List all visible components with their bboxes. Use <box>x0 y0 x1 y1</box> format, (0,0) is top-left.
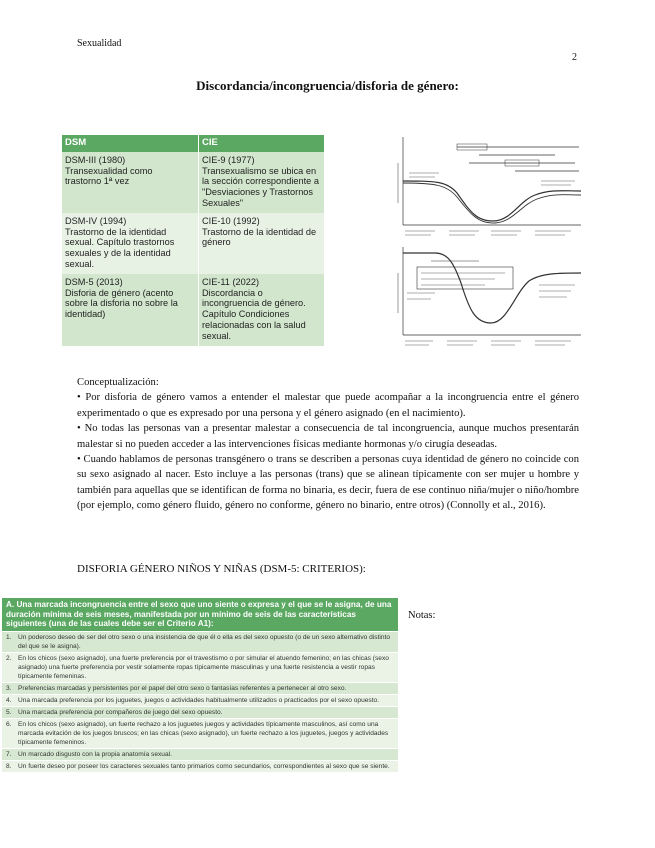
item-number: 5. <box>6 708 12 716</box>
item-number: 6. <box>6 720 12 728</box>
item-text: En los chicos (sexo asignado), una fuerte preferencia por el travestismo o por simular el atuendo femenino; en las chicas (sexo asignado) una fuerte preferencia por vestir solamente ropas típicamente masculinas y una fuerte resistencia a vestir ropas típicamente femeninas. <box>18 654 389 680</box>
page-title: Discordancia/incongruencia/disforia de género: <box>196 78 459 93</box>
criteria-table <box>2 598 398 772</box>
item-number: 3. <box>6 684 12 692</box>
list-item <box>2 706 398 718</box>
bullet-paragraph: • Cuando hablamos de personas transgénero o trans se describen a personas cuya identidad de género no coincide con su sexo asignado al nacer. Esto incluye a las personas (trans) que se alinean típicamente con ser mujer u hombre y también para aquellas que se identifican de forma no binaria, es decir, fuera de ese continuo niña/mujer o niño/hombre (por ejemplo, como género fluido, género no conforme, género no binario, entre otros) (Connolly et al., 2016). <box>77 454 580 512</box>
item-number: 1. <box>6 633 12 641</box>
list-item <box>2 652 398 682</box>
bottom-graph <box>398 247 581 345</box>
list-item <box>2 748 398 760</box>
list-item <box>2 631 398 652</box>
page-number: 2 <box>572 52 577 63</box>
notes-label: Notas: <box>408 610 436 621</box>
bullet-paragraph: • No todas las personas van a presentar malestar a consecuencia de tal incongruencia, aunque muchos presentarán malestar si no pueden acceder a las intervenciones físicas mediante hormonas y/o cirugía deseadas. <box>77 423 579 450</box>
graphs-illustration <box>395 133 583 355</box>
table-cell: DSM-III (1980) Transexualidad como trastorno 1ª vez <box>62 152 199 213</box>
list-item <box>2 682 398 694</box>
criteria-heading: A. Una marcada incongruencia entre el sexo que uno siente o expresa y el que se le asigna, de una duración mínima de seis meses, manifestada por un mínimo de seis de las características siguientes (una de las cuales debe ser el Criterio A1): <box>2 598 398 631</box>
conceptualization-text <box>77 375 579 514</box>
list-item <box>2 718 398 748</box>
item-text: Un fuerte deseo por poseer los caracteres sexuales tanto primarios como secundarios, correspondientes al sexo que se siente. <box>18 762 390 770</box>
item-number: 2. <box>6 654 12 662</box>
table-row <box>62 213 324 274</box>
list-item <box>2 694 398 706</box>
item-text: Un poderoso deseo de ser del otro sexo o una insistencia de que él o ella es del sexo opuesto (o de un sexo alternativo distinto del que se le asigna). <box>18 633 391 650</box>
table-cell: DSM-5 (2013) Disforia de género (acento sobre la disforia no sobre la identidad) <box>62 274 199 346</box>
item-text: En los chicos (sexo asignado), un fuerte rechazo a los juguetes juegos y actividades típicamente masculinos, así como una marcada evitación de los juegos bruscos; en las chicas (sexo asignado), un fuerte rechazo a los juguetes, juegos y actividades típicamente femeninos. <box>18 720 389 746</box>
table-row <box>62 152 324 213</box>
item-number: 4. <box>6 696 12 704</box>
dsm-cie-table <box>62 135 324 346</box>
table-cell: CIE-10 (1992) Trastorno de la identidad de género <box>199 213 325 274</box>
section-heading: Conceptualización: <box>77 377 159 388</box>
item-text: Preferencias marcadas y persistentes por el papel del otro sexo o fantasías referentes a pertenecer al otro sexo. <box>18 684 347 692</box>
item-number: 8. <box>6 762 12 770</box>
running-head: Sexualidad <box>77 38 122 49</box>
gender-identity-graphs-figure <box>395 133 583 355</box>
item-text: Una marcada preferencia por los juguetes, juegos o actividades habitualmente utilizados o practicados por el sexo opuesto. <box>18 696 380 704</box>
table-row <box>62 274 324 346</box>
bullet-paragraph: • Por disforia de género vamos a entender el malestar que puede acompañar a la incongruencia entre el género experimentado o que es expresado por una persona y el género asignado (en el nacimiento). <box>77 392 579 419</box>
table-cell: DSM-IV (1994) Trastorno de la identidad sexual. Capítulo trastornos sexuales y de la identidad sexual. <box>62 213 199 274</box>
top-graph <box>398 137 581 235</box>
section-title: DISFORIA GÉNERO NIÑOS Y NIÑAS (DSM-5: CRITERIOS): <box>77 563 366 575</box>
item-text: Un marcado disgusto con la propia anatomía sexual. <box>18 750 172 758</box>
item-number: 7. <box>6 750 12 758</box>
list-item <box>2 760 398 772</box>
table-header-cie: CIE <box>199 135 325 152</box>
table-cell: CIE-9 (1977) Transexualismo se ubica en la sección correspondiente a "Desviaciones y Trastornos Sexuales" <box>199 152 325 213</box>
table-cell: CIE-11 (2022) Discordancia o incongruencia de género. Capítulo Condiciones relacionadas con la salud sexual. <box>199 274 325 346</box>
table-header-dsm: DSM <box>62 135 199 152</box>
item-text: Una marcada preferencia por compañeros de juego del sexo opuesto. <box>18 708 223 716</box>
